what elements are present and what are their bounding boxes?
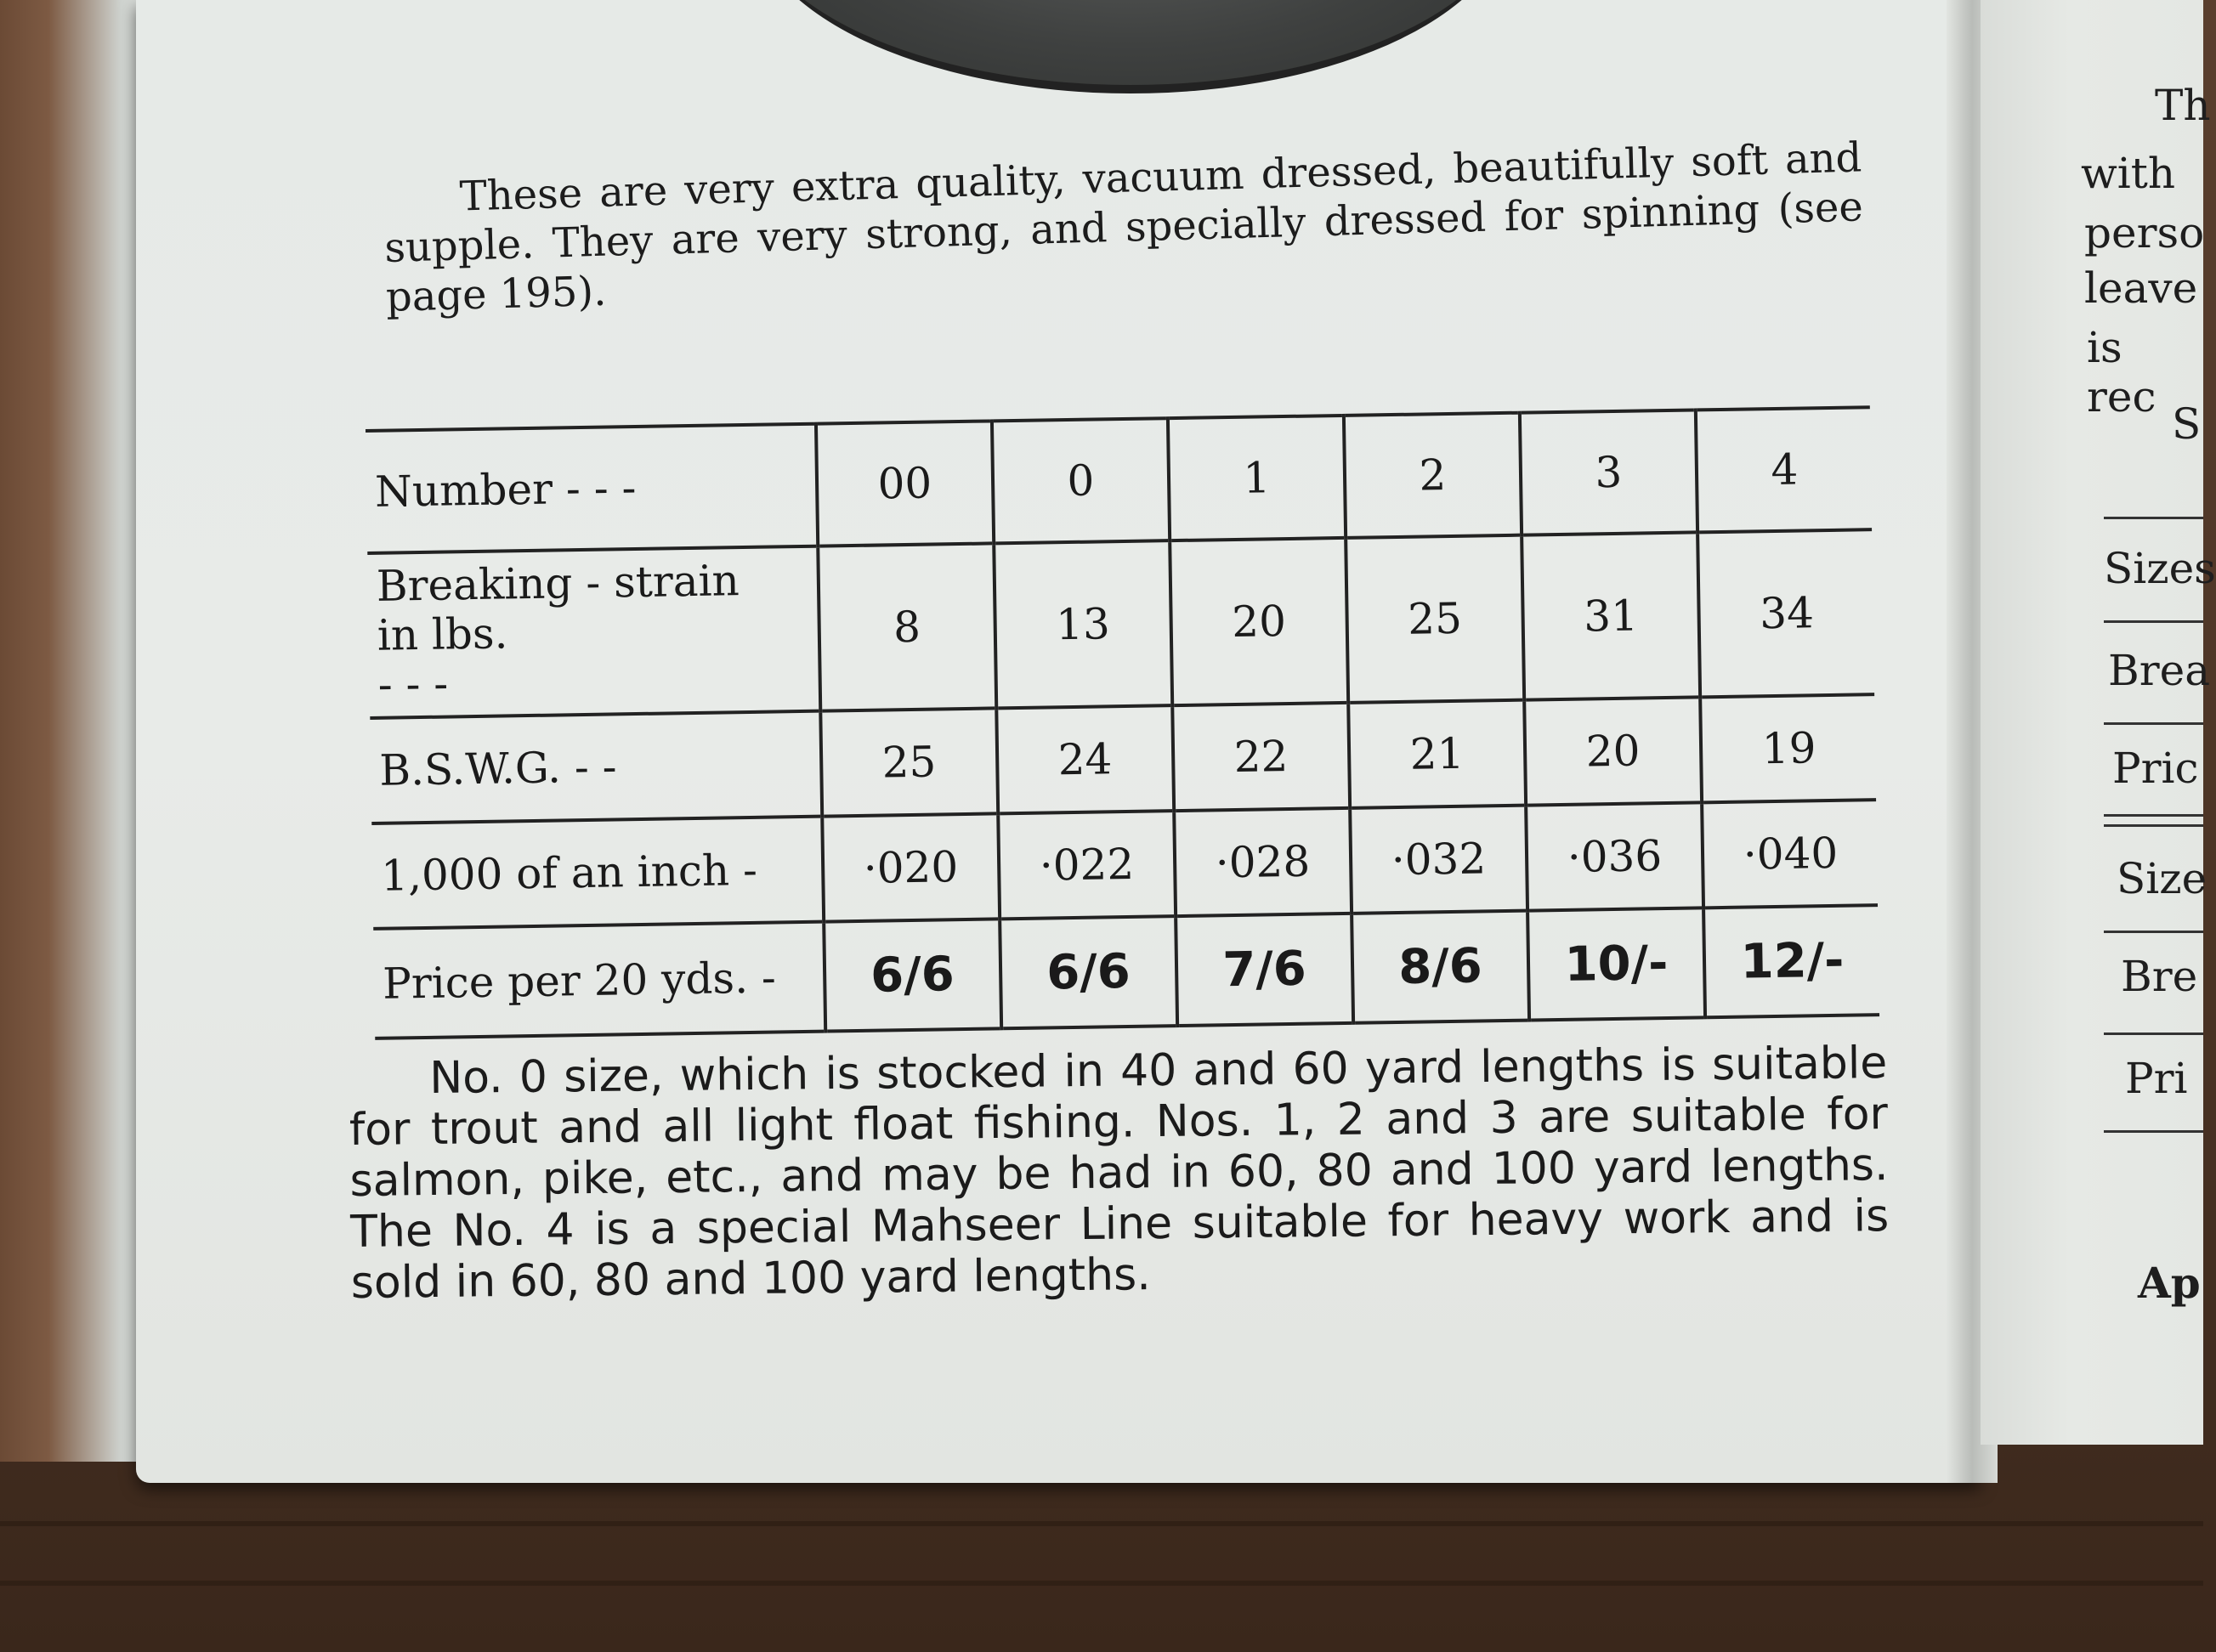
- table-cell: 13: [994, 540, 1172, 708]
- table-cell: 2: [1344, 413, 1522, 538]
- table-cell: 25: [1346, 535, 1524, 703]
- table-cell: 8/6: [1352, 911, 1529, 1023]
- table-cell: 34: [1697, 529, 1874, 697]
- table-cell: 6/6: [1000, 916, 1177, 1028]
- table-cell: 21: [1348, 700, 1526, 808]
- row-label: 1,000 of an inch -: [380, 845, 758, 901]
- table-cell: 24: [996, 705, 1174, 813]
- fragment-text: Brea: [2108, 646, 2211, 695]
- table-cell: ·020: [822, 813, 1000, 921]
- table-cell: 1: [1168, 416, 1346, 540]
- table-row: [366, 407, 1872, 553]
- table-cell: 4: [1696, 407, 1872, 532]
- table-cell: 7/6: [1176, 914, 1353, 1026]
- table-cell: 10/-: [1527, 908, 1705, 1020]
- table-cell: ·032: [1350, 806, 1527, 914]
- table-cell: 8: [818, 543, 996, 710]
- row-label: Breaking - strain in lbs. - - -: [376, 556, 740, 710]
- table-cell: 0: [992, 418, 1170, 543]
- line-spec-table: [366, 405, 1879, 1040]
- fragment-text: Th: [2155, 81, 2211, 130]
- note-paragraph: No. 0 size, which is stocked in 40 and 60 yard lengths is suitable for trout and all light float fishing. Nos. 1, 2 and 3 are suitable for salmon, pike, etc., and may be had in 60, 80 and 100 yard lengths. The No. 4 is a special Mahseer Line suitable for heavy work and is sold in 60, 80 and 100 yard lengths.: [349, 1038, 1890, 1309]
- fragment-text: Pric: [2112, 744, 2199, 793]
- fragment-text: with: [2081, 149, 2176, 198]
- table-cell: ·028: [1174, 808, 1352, 916]
- row-label: Number - - -: [374, 463, 637, 517]
- table-row: [367, 529, 1874, 718]
- table-row: [373, 905, 1879, 1038]
- table-cell: 25: [820, 708, 998, 816]
- row-label: Price per 20 yds. -: [382, 953, 777, 1009]
- table-cell: 22: [1172, 703, 1350, 811]
- row-label: B.S.W.G. - -: [378, 742, 617, 795]
- intro-paragraph: These are very extra quality, vacuum dressed, beautifully soft and supple. They are very strong, and specially dressed for spinning (see page 195).: [383, 133, 1864, 321]
- table-cell: 3: [1520, 410, 1697, 535]
- fragment-text: perso: [2084, 208, 2205, 257]
- table-cell: 20: [1524, 697, 1702, 805]
- fragment-text: Sizes: [2104, 544, 2216, 593]
- fragment-text: Bre: [2121, 952, 2198, 1001]
- table-cell: 12/-: [1703, 905, 1879, 1017]
- fragment-text: leave: [2084, 263, 2198, 313]
- table-cell: 6/6: [824, 919, 1001, 1031]
- table-cell: ·022: [998, 811, 1176, 919]
- table-cell: ·040: [1702, 800, 1878, 908]
- table-cell: 20: [1170, 538, 1348, 705]
- table-cell: 31: [1522, 532, 1700, 699]
- fragment-text: is rec: [2087, 323, 2156, 421]
- fragment-text: Pri: [2125, 1054, 2188, 1103]
- table-cell: 19: [1700, 694, 1876, 802]
- fragment-text: S: [2172, 399, 2202, 449]
- table-cell: ·036: [1526, 802, 1703, 910]
- table-cell: 00: [816, 421, 994, 546]
- fragment-text: Ap: [2138, 1258, 2201, 1308]
- fragment-text: Size: [2117, 854, 2207, 903]
